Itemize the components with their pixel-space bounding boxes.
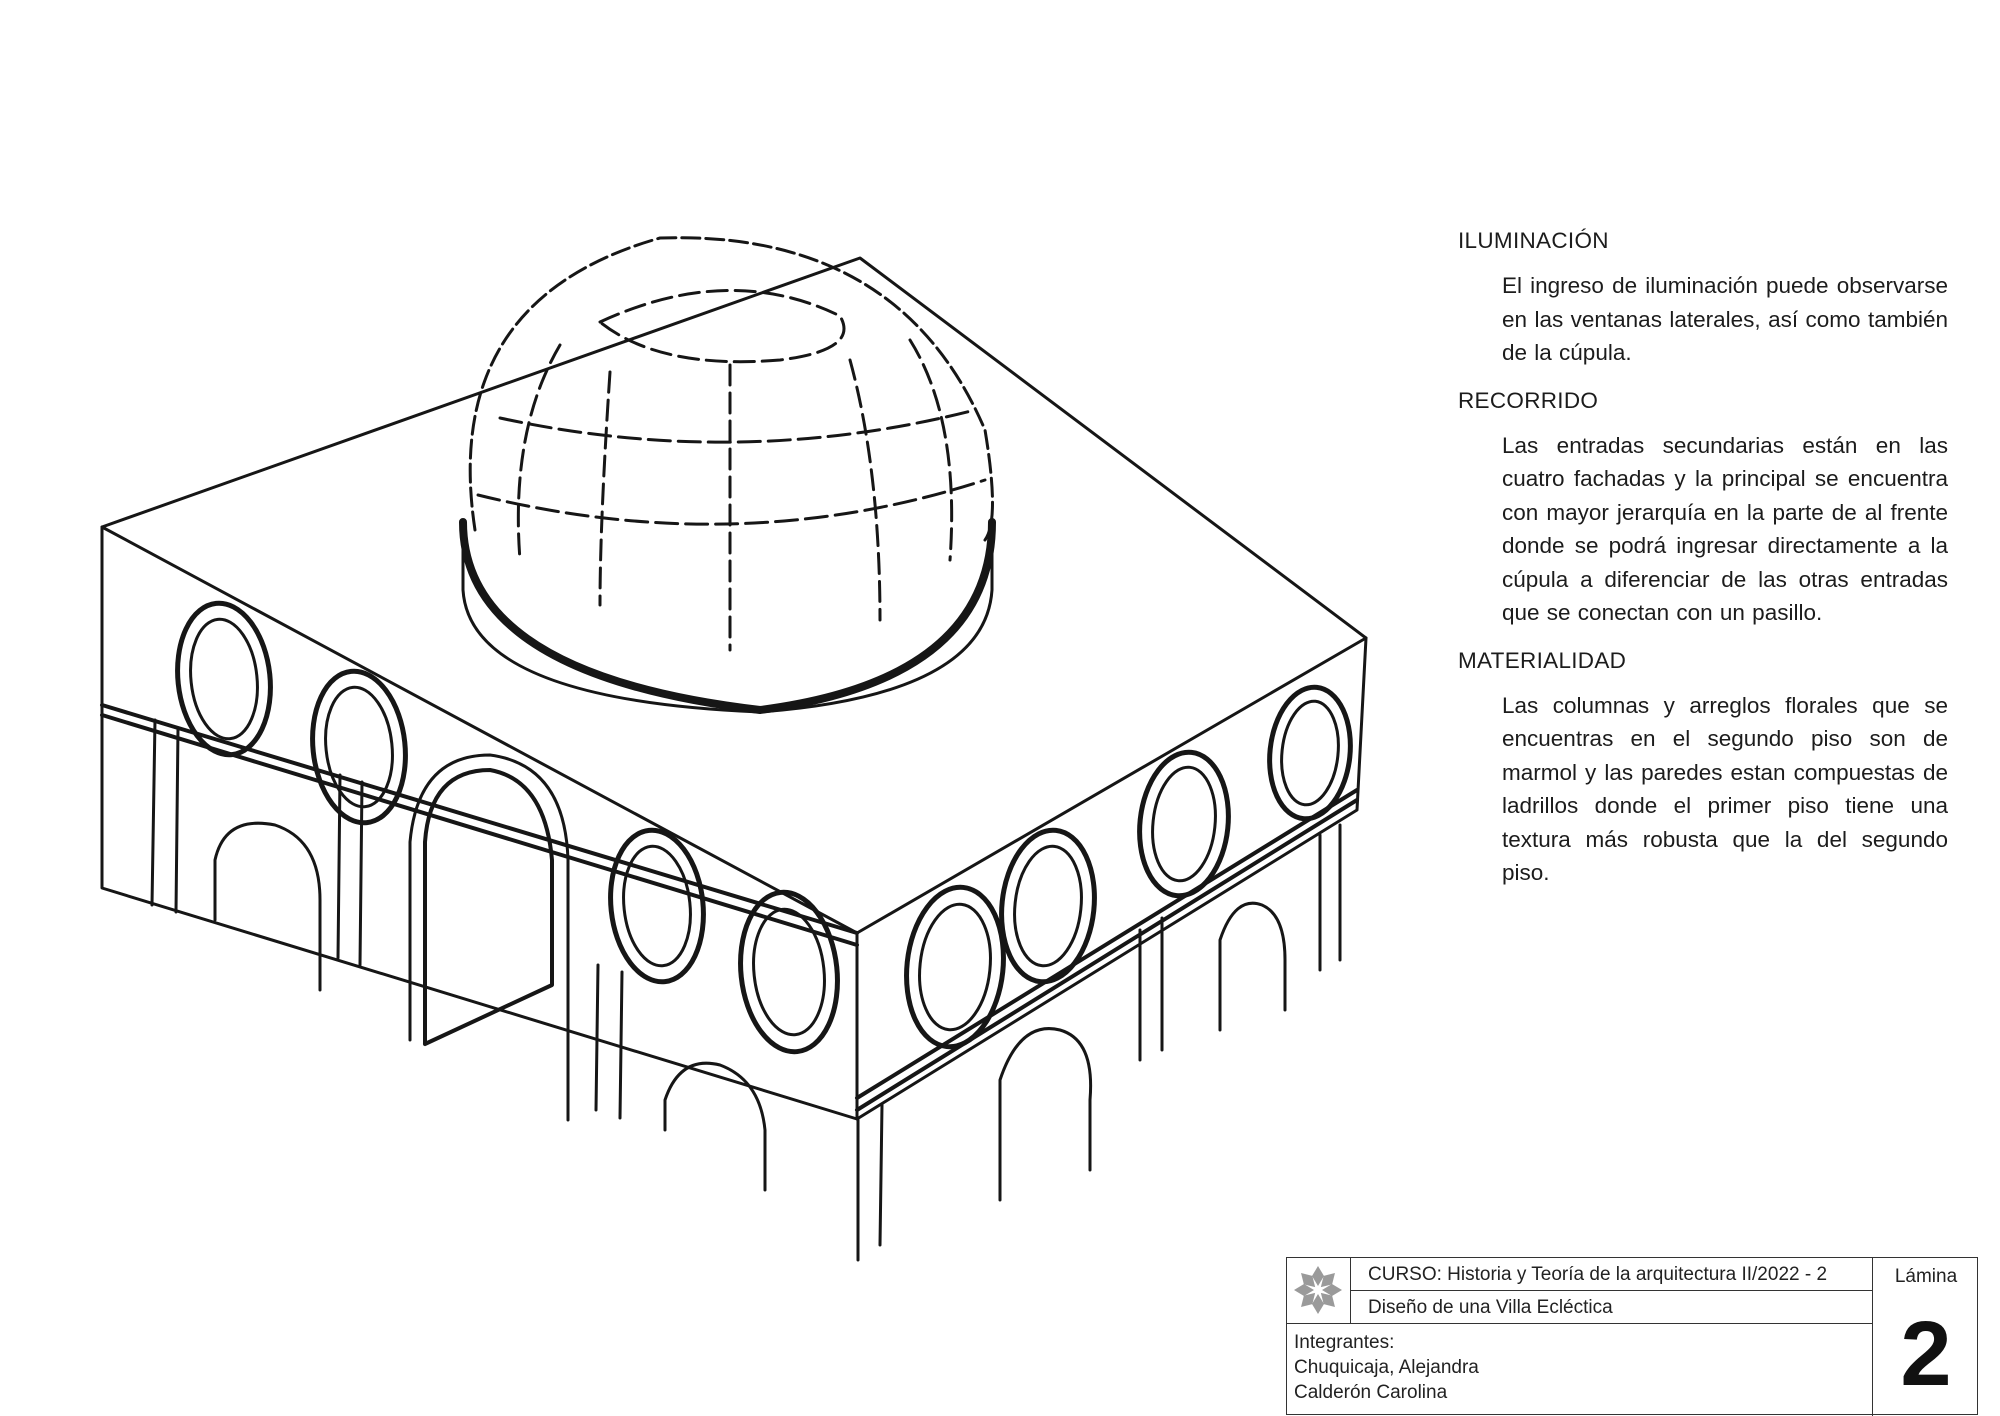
members-cell — [1287, 1324, 1873, 1416]
project-name: Diseño de una Villa Ecléctica — [1351, 1291, 1873, 1324]
floral-logo-icon — [1287, 1258, 1349, 1322]
left-facade — [102, 527, 857, 1119]
section-heading-materialidad: MATERIALIDAD — [1458, 647, 1627, 673]
description-notes — [1458, 224, 1948, 904]
section-heading-iluminacion: ILUMINACIÓN — [1458, 228, 1609, 253]
title-block — [1286, 1257, 1978, 1415]
dome — [463, 238, 993, 712]
member-name: Chuquicaja, Alejandra — [1294, 1357, 1479, 1378]
right-far-arch — [1220, 903, 1285, 1030]
main-entrance-arch — [425, 770, 552, 1044]
sheet-label: Lámina — [1894, 1266, 1958, 1287]
course-name: CURSO: Historia y Teoría de la arquitectura II/2022 - 2 — [1351, 1258, 1873, 1291]
section-heading-recorrido: RECORRIDO — [1458, 387, 1599, 413]
member-name: Calderón Carolina — [1294, 1382, 1448, 1403]
sheet-number: 2 — [1900, 1303, 1952, 1405]
floor-line-right — [857, 790, 1357, 1110]
section-body-recorrido: Las entradas secundarias están en las cuatro fachadas y la principal se encuentra con mayor jerarquía en la parte de al frente donde se podrá ingresar directamente a la cúpula a diferenciar de las otras entradas que se conectan con un pasillo. — [1502, 432, 1948, 625]
main-entrance-trim — [410, 755, 568, 1120]
left-lower-arch — [215, 823, 320, 990]
members-label: Integrantes: — [1294, 1332, 1395, 1353]
right-facade — [857, 638, 1366, 1119]
section-body-iluminacion: El ingreso de iluminación puede observarse en las ventanas laterales, así como también de la cúpula. — [1502, 273, 1948, 365]
logo-cell — [1287, 1258, 1351, 1324]
section-body-materialidad: Las columnas y arreglos florales que se encuentras en el segundo piso son de marmol y las paredes estan compuestas de ladrillos donde el primer piso tiene una textura más robusta que la del segundo piso. — [1502, 692, 1948, 885]
right-lower-arch — [1000, 1029, 1091, 1200]
center-lower-arch — [665, 1063, 765, 1190]
